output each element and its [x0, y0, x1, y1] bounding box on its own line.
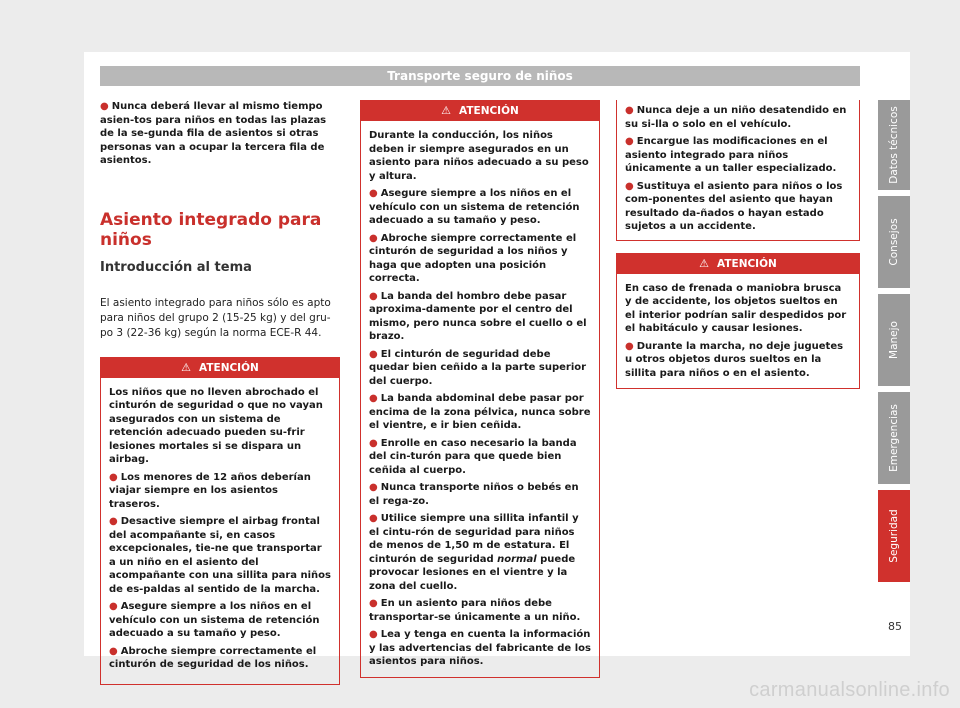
bullet-item: ● Abroche siempre correctamente el cinturón de seguridad de los niños.: [109, 645, 317, 670]
warning-header: [101, 358, 339, 378]
bullet-item: ● Abroche siempre correctamente el cinturón de seguridad a los niños y haga que adopten una posición correcta.: [369, 232, 577, 284]
bullet-item: ● La banda abdominal debe pasar por encima de la zona pélvica, nunca sobre el vientre, e ir bien ceñida.: [369, 393, 591, 431]
bullet-item: ● Lea y tenga en cuenta la información y las advertencias del fabricante de los asientos para niños.: [369, 629, 591, 667]
warning-box: [100, 357, 340, 685]
warning-triangle-icon: ⚠: [181, 360, 192, 374]
tab-consejos[interactable]: Consejos: [878, 196, 910, 288]
bullet-icon: ●: [109, 471, 118, 483]
italic-word: normal: [497, 553, 537, 565]
tab-manejo[interactable]: Manejo: [878, 294, 910, 386]
bullet-item: ● Nunca transporte niños o bebés en el rega-zo.: [369, 482, 579, 507]
bullet-icon: ●: [369, 513, 378, 524]
section-title: Asiento integrado para niños: [100, 209, 322, 250]
bullet-item: ● La banda del hombro debe pasar aproxima-damente por el centro del mismo, pero nunca sobre el cuello o el brazo.: [369, 290, 587, 342]
bullet-icon: ●: [100, 101, 109, 112]
warning-title: ATENCIÓN: [717, 257, 777, 270]
bullet-icon: ●: [369, 188, 378, 199]
intro-paragraph: El asiento integrado para niños sólo es apto para niños del grupo 2 (15-25 kg) y del gru-po 3 (22-36 kg) según la norma ECE-R 44.: [100, 296, 331, 339]
bullet-icon: ●: [369, 348, 378, 360]
column-3: [616, 100, 860, 389]
bullet-icon: ●: [369, 437, 378, 449]
bullet-icon: ●: [369, 232, 378, 244]
tab-datos-tecnicos[interactable]: Datos técnicos: [878, 100, 910, 190]
bullet-item: ● Asegure siempre a los niños en el vehículo con un sistema de retención adecuado a su tamaño y peso.: [369, 188, 580, 226]
bullet-text: Nunca deberá llevar al mismo tiempo asien-tos para niños en todas las plazas de la se-gunda fila de asientos si otras personas van a ocupar la tercera fila de asientos.: [100, 101, 327, 166]
tab-seguridad[interactable]: Seguridad: [878, 490, 910, 582]
bullet-icon: ●: [109, 645, 118, 657]
watermark: carmanualsonline.info: [749, 679, 950, 701]
bullet-icon: ●: [625, 180, 634, 192]
warning-header: [617, 254, 859, 274]
bullet-icon: ●: [369, 598, 378, 609]
bullet-icon: ●: [369, 290, 378, 302]
warning-triangle-icon: ⚠: [699, 256, 710, 270]
subsection-title: Introducción al tema: [100, 259, 252, 275]
bullet-icon: ●: [625, 105, 634, 116]
bullet-icon: ●: [109, 516, 118, 527]
bullet-item: [100, 100, 340, 168]
page-header: Transporte seguro de niños: [100, 66, 860, 86]
bullet-item: ● Durante la marcha, no deje juguetes u otros objetos duros sueltos en la sillita para niños o en el asiento.: [625, 340, 844, 379]
bullet-icon: ●: [109, 601, 118, 612]
warning-body: [101, 378, 339, 684]
tab-emergencias[interactable]: Emergencias: [878, 392, 910, 484]
bullet-icon: ●: [625, 136, 634, 147]
warning-intro: En caso de frenada o maniobra brusca y de accidente, los objetos sueltos en el interior podrían salir despedidos por el habitáculo y causar lesiones.: [625, 282, 847, 334]
warning-header: [361, 101, 599, 121]
warning-box: [360, 100, 600, 678]
column-1: [100, 100, 340, 685]
bullet-item: ● Los menores de 12 años deberían viajar siempre en los asientos traseros.: [109, 471, 311, 510]
bullet-item: ● El cinturón de seguridad debe quedar bien ceñido a la parte superior del cuerpo.: [369, 348, 587, 387]
continued-warning-box: [616, 100, 860, 241]
warning-intro: Los niños que no lleven abrochado el cinturón de seguridad o que no vayan asegurados con un sistema de retención adecuado pueden su-frir lesiones mortales si se dispara un airbag.: [109, 386, 323, 465]
warning-body: [617, 274, 859, 389]
bullet-item: ● Encargue las modificaciones en el asiento integrado para niños únicamente a un taller especializado.: [625, 136, 837, 174]
warning-body: [361, 121, 599, 677]
bullet-icon: ●: [369, 629, 378, 640]
bullet-icon: ●: [369, 482, 378, 493]
bullet-item: ● En un asiento para niños debe transportar-se únicamente a un niño.: [369, 598, 581, 623]
column-2: [360, 100, 600, 678]
bullet-item: ● Nunca deje a un niño desatendido en su si-lla o solo en el vehículo.: [625, 105, 847, 130]
bullet-item: ● Enrolle en caso necesario la banda del cin-turón para que quede bien ceñida al cuerpo.: [369, 437, 577, 476]
bullet-item: ● Desactive siempre el airbag frontal del acompañante si, en casos excepcionales, tie-ne que transportar a un niño en el asiento del acompañante con una sillita para niños de es-paldas al sentido de la marcha.: [109, 516, 331, 595]
warning-triangle-icon: ⚠: [441, 104, 452, 117]
bullet-item: ● Sustituya el asiento para niños o los com-ponentes del asiento que hayan resultado da-ñados o hayan estado sujetos a un accidente.: [625, 180, 843, 232]
warning-box: [616, 253, 860, 390]
warning-title: ATENCIÓN: [199, 361, 259, 374]
bullet-item: ● Asegure siempre a los niños en el vehículo con un sistema de retención adecuado a su tamaño y peso.: [109, 601, 320, 639]
bullet-icon: ●: [369, 393, 378, 404]
page-number: 85: [888, 620, 902, 633]
warning-title: ATENCIÓN: [459, 105, 519, 117]
warning-intro: Durante la conducción, los niños deben ir siempre asegurados en un asiento para niños adecuado a su peso y altura.: [369, 130, 589, 182]
bullet-item: ● Utilice siempre una sillita infantil y el cintu-rón de seguridad para niños de menos de 1,50 m de estatura. El cinturón de seguridad normal puede provocar lesiones en el vientre y la zona del cuello.: [369, 513, 579, 592]
bullet-icon: ●: [625, 340, 634, 352]
